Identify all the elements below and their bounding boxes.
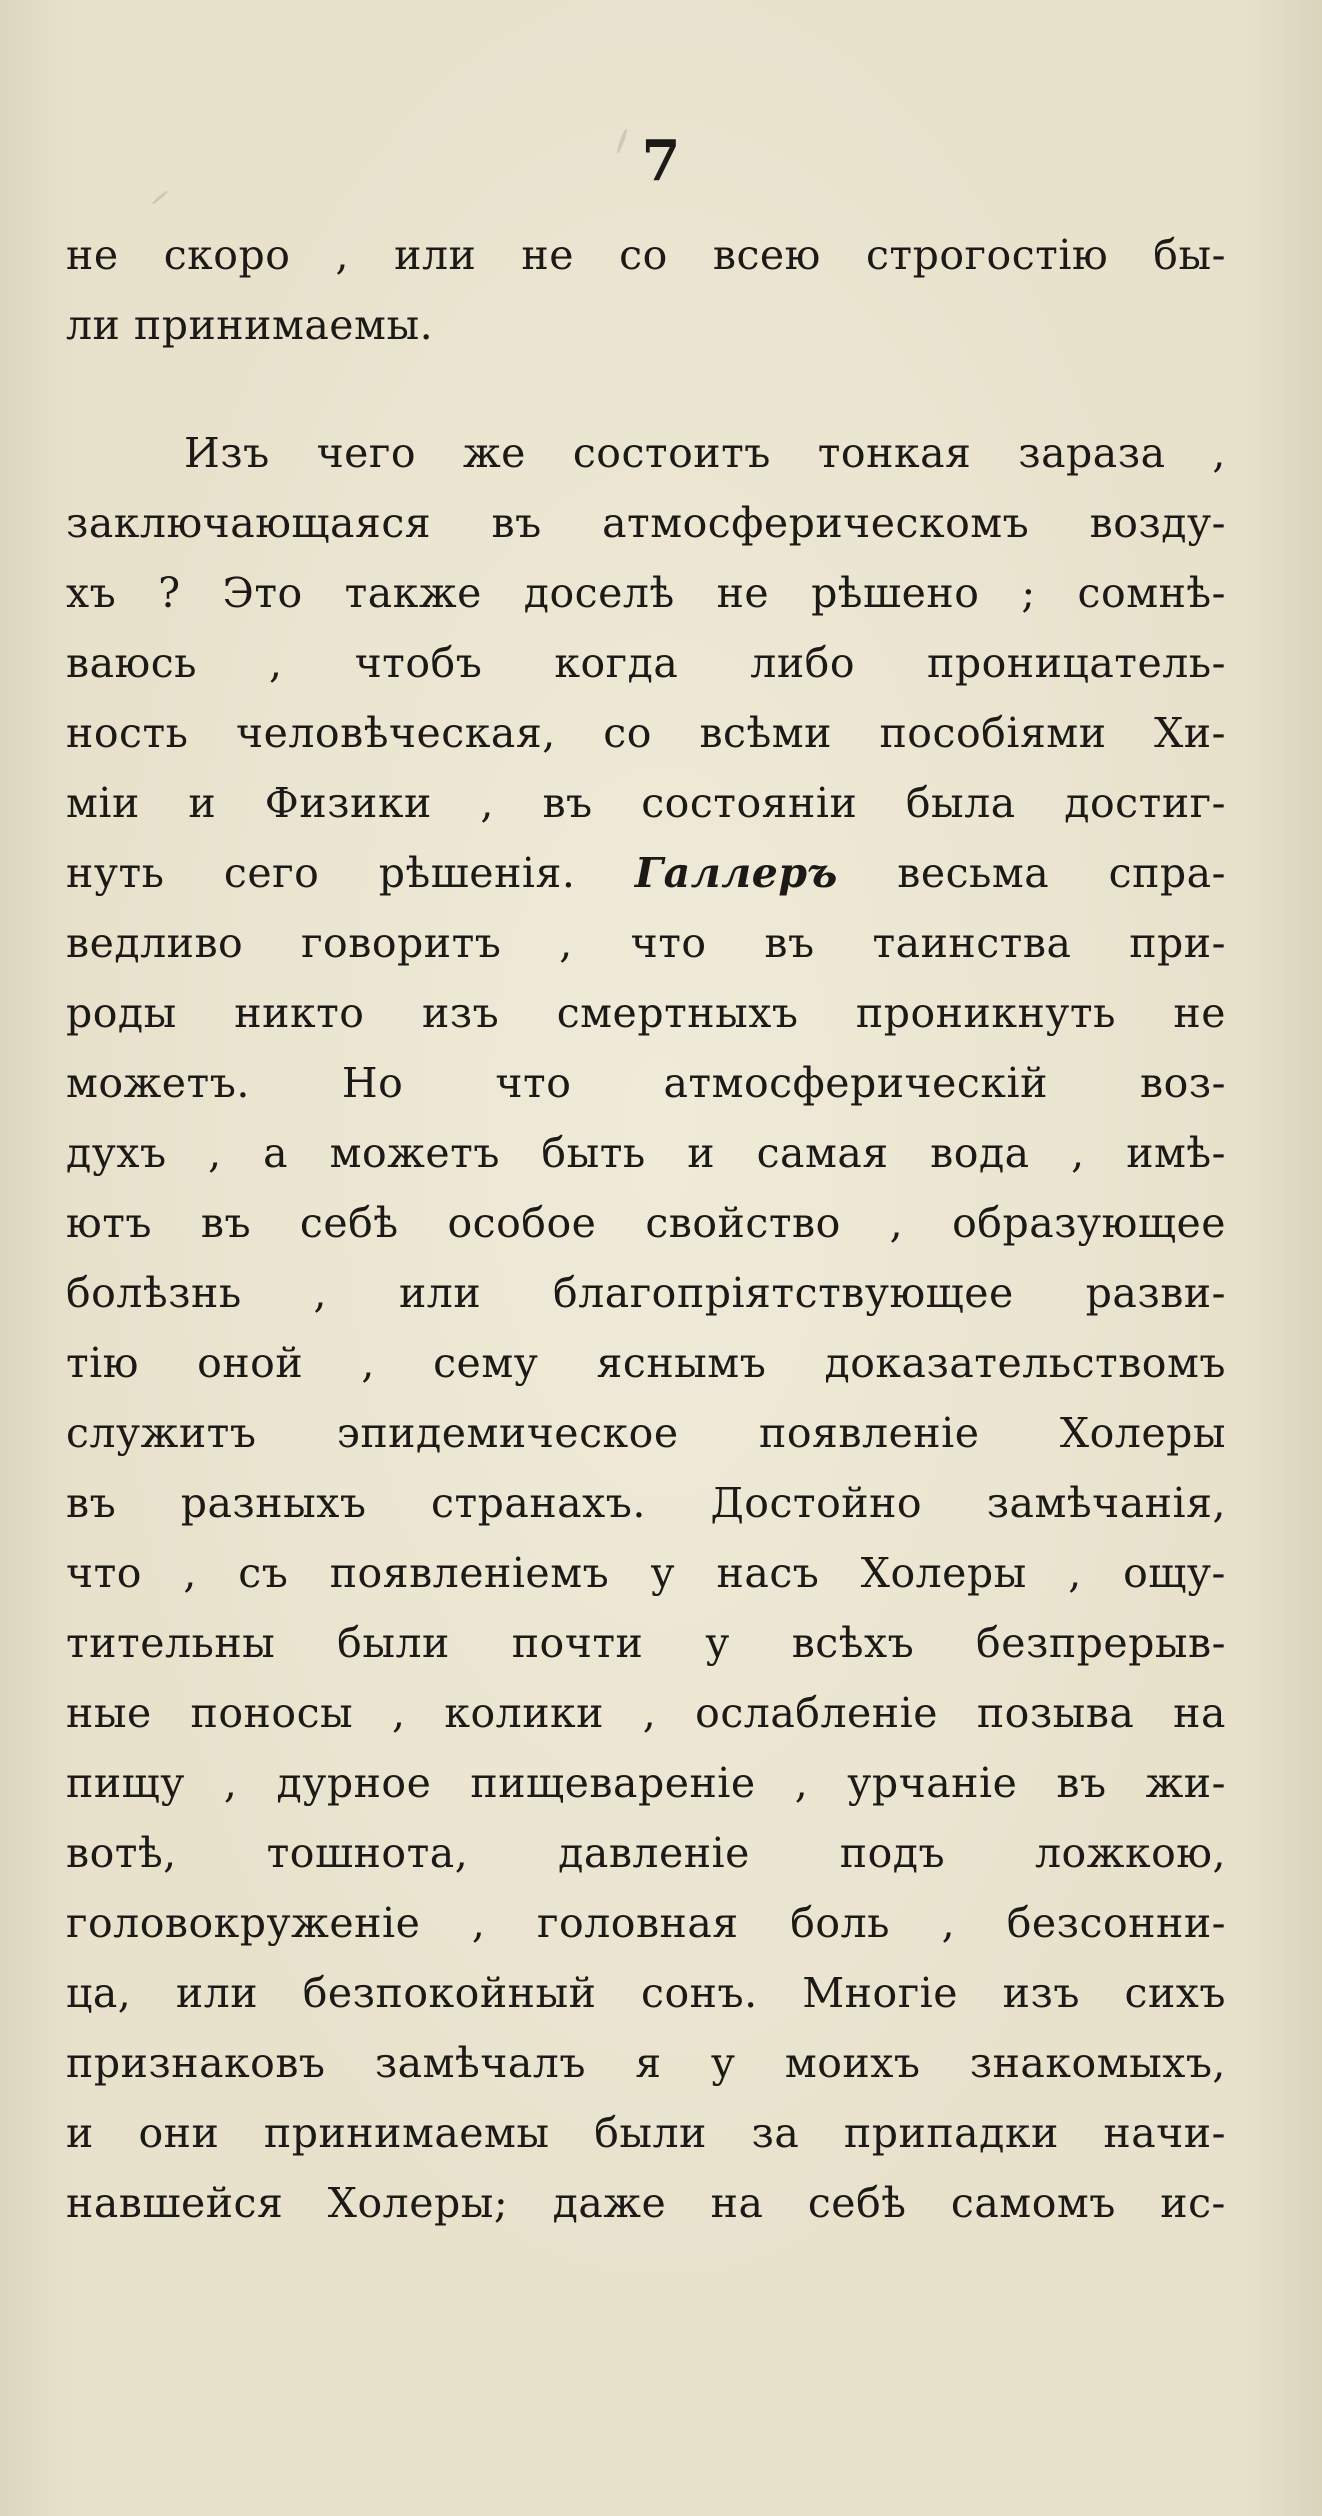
text-line: роды никто изъ смертныхъ проникнуть не bbox=[66, 989, 1226, 1037]
text-line: ведливо говоритъ , что въ таинства при- bbox=[66, 919, 1226, 967]
text-line: пищу , дурное пищевареніе , урчаніе въ жи- bbox=[66, 1759, 1226, 1807]
text-line: болѣзнь , или благопріятствующее разви- bbox=[66, 1269, 1226, 1317]
text-line: духъ , а можетъ быть и самая вода , имѣ- bbox=[66, 1129, 1226, 1177]
text-line: головокруженіе , головная боль , безсонни- bbox=[66, 1899, 1226, 1947]
text-line: нуть сего рѣшенія. Галлеръ весьма спра- bbox=[66, 849, 1226, 897]
text-line: можетъ. Но что атмосферическій воз- bbox=[66, 1059, 1226, 1107]
text-line: въ разныхъ странахъ. Достойно замѣчанія, bbox=[66, 1479, 1226, 1527]
text-line: ютъ въ себѣ особое свойство , образующее bbox=[66, 1199, 1226, 1247]
body-text bbox=[66, 220, 1226, 2238]
text-line: Изъ чего же состоитъ тонкая зараза , bbox=[184, 429, 1226, 477]
text-line: не скоро , или не со всею строгостію бы- bbox=[66, 231, 1226, 279]
text-line: служитъ эпидемическое появленіе Холеры bbox=[66, 1409, 1226, 1457]
text-line: міи и Физики , въ состояніи была достиг- bbox=[66, 779, 1226, 827]
text-line: и они принимаемы были за припадки начи- bbox=[66, 2109, 1226, 2157]
text-line: вотѣ, тошнота, давленіе подъ ложкою, bbox=[66, 1829, 1226, 1877]
text-line: заключающаяся въ атмосферическомъ возду- bbox=[66, 499, 1226, 547]
text-line: навшейся Холеры; даже на себѣ самомъ ис- bbox=[66, 2179, 1226, 2227]
text-line: ца, или безпокойный сонъ. Многіе изъ сихъ bbox=[66, 1969, 1226, 2017]
text-line: хъ ? Это также доселѣ не рѣшено ; сомнѣ- bbox=[66, 569, 1226, 617]
page-number: 7 bbox=[641, 128, 681, 194]
text-line: ваюсь , чтобъ когда либо проницатель- bbox=[66, 639, 1226, 687]
text-line: что , съ появленіемъ у насъ Холеры , ощу- bbox=[66, 1549, 1226, 1597]
text-line: признаковъ замѣчалъ я у моихъ знакомыхъ, bbox=[66, 2039, 1226, 2087]
text-line: ность человѣческая, со всѣми пособіями Хи- bbox=[66, 709, 1226, 757]
text-line: тію оной , сему яснымъ доказательствомъ bbox=[66, 1339, 1226, 1387]
text-line: ли принимаемы. bbox=[66, 301, 434, 349]
text-line: ные поносы , колики , ослабленіе позыва на bbox=[66, 1689, 1226, 1737]
text-line: тительны были почти у всѣхъ безпрерыв- bbox=[66, 1619, 1226, 1667]
